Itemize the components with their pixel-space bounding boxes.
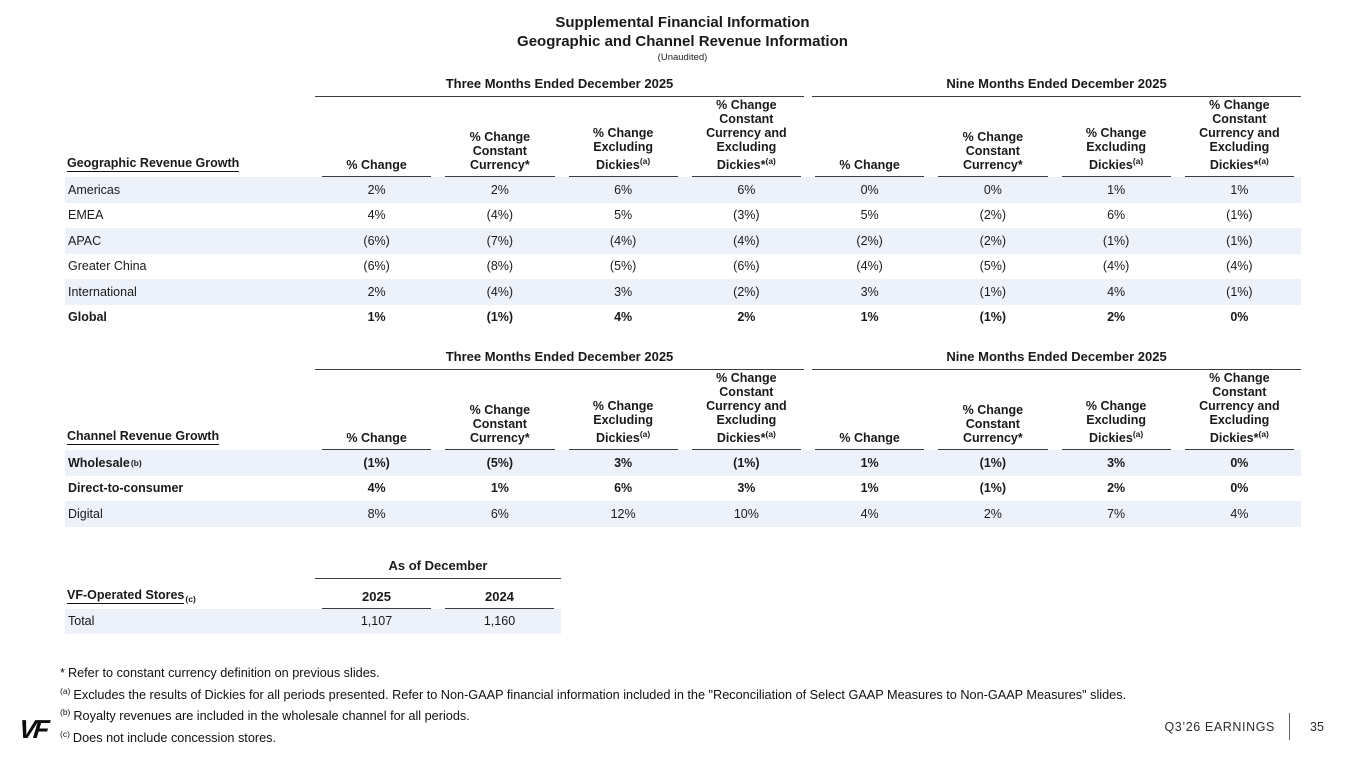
- geo-table-title: Geographic Revenue Growth: [67, 156, 240, 170]
- col-header-year-2025: 2025: [315, 579, 438, 609]
- cell: 0%: [1230, 455, 1249, 470]
- table-row-wholesale: [65, 450, 1301, 476]
- earnings-label: Q3’26 EARNINGS: [1164, 719, 1275, 734]
- cell: (4%): [1102, 259, 1130, 274]
- col-header-constant-currency: % Change Constant Currency*: [438, 370, 561, 450]
- cell: 0%: [983, 182, 1002, 197]
- cell: 4%: [367, 208, 386, 223]
- cell: 2%: [1107, 481, 1126, 496]
- cell: 3%: [614, 455, 633, 470]
- col-header-cc-excluding-dickies: % Change Constant Currency and Excluding Dickies*$^{(a)}$: [685, 97, 808, 177]
- cell: (4%): [1226, 259, 1253, 274]
- cell: (1%): [1102, 233, 1130, 248]
- table-row-emea: [65, 203, 1301, 229]
- cell: (4%): [609, 233, 637, 248]
- col-header-cc-excluding-dickies: % Change Constant Currency and Excluding Dickies*$^{(a)}$: [1178, 97, 1301, 177]
- slide-header: [0, 13, 1365, 63]
- cell: 7%: [1107, 506, 1126, 521]
- stores-period-header-row: [65, 558, 561, 579]
- col-header-cc-excluding-dickies: % Change Constant Currency and Excluding Dickies*$^{(a)}$: [1178, 370, 1301, 450]
- cell: 6%: [614, 182, 633, 197]
- row-label: EMEA: [68, 208, 104, 223]
- vf-operated-stores-table: [65, 558, 561, 635]
- table-row-digital: [65, 501, 1301, 527]
- cell: (2%): [979, 233, 1007, 248]
- cell: 8%: [367, 506, 386, 521]
- cell: (1%): [486, 310, 514, 325]
- col-header-cc-excluding-dickies: % Change Constant Currency and Excluding Dickies*$^{(a)}$: [685, 370, 808, 450]
- cell: 3%: [1107, 455, 1126, 470]
- col-header-excluding-dickies: % Change Excluding Dickies$^{(a)}$: [1055, 370, 1178, 450]
- slide-subtitle: Geographic and Channel Revenue Information: [517, 33, 848, 50]
- row-label: Digital: [68, 506, 103, 521]
- cell: 4%: [614, 310, 633, 325]
- stores-table-title-cell: VF-Operated Stores (c): [67, 587, 196, 604]
- cell: (1%): [363, 455, 390, 470]
- cell: 4%: [860, 506, 879, 521]
- channel-revenue-table: [65, 349, 1301, 527]
- row-label: Total: [68, 614, 95, 629]
- col-header-excluding-dickies: % Change Excluding Dickies$^{(a)}$: [562, 370, 685, 450]
- cell: 2%: [737, 310, 756, 325]
- col-header-change: % Change: [808, 370, 931, 450]
- cell: (1%): [1226, 284, 1253, 299]
- row-label: Wholesale (b): [68, 455, 142, 470]
- cell: 5%: [860, 208, 879, 223]
- period-header-nine-months: Nine Months Ended December 2025: [812, 349, 1301, 370]
- col-header-constant-currency: % Change Constant Currency*: [931, 97, 1054, 177]
- cell: (1%): [979, 481, 1007, 496]
- geo-period-header-row: [65, 76, 1301, 97]
- cell: (5%): [609, 259, 637, 274]
- row-label: Greater China: [68, 259, 147, 274]
- cell: 2%: [367, 284, 386, 299]
- table-row-americas: [65, 177, 1301, 203]
- cell: 10%: [733, 506, 759, 521]
- cell: 0%: [1230, 310, 1249, 325]
- cell: (1%): [979, 455, 1007, 470]
- geographic-revenue-table: [65, 76, 1301, 330]
- cell: 4%: [1230, 506, 1249, 521]
- table-row-international: [65, 279, 1301, 305]
- cell: 0%: [860, 182, 879, 197]
- table-row-apac: [65, 228, 1301, 254]
- cell: (6%): [733, 259, 760, 274]
- cell: 0%: [1230, 481, 1249, 496]
- cell: (7%): [486, 233, 514, 248]
- period-header-three-months: Three Months Ended December 2025: [315, 349, 804, 370]
- period-header-nine-months: Nine Months Ended December 2025: [812, 76, 1301, 97]
- cell: (1%): [979, 284, 1007, 299]
- cell: 5%: [614, 208, 633, 223]
- table-row-direct-to-consumer: [65, 476, 1301, 502]
- cell: (2%): [979, 208, 1007, 223]
- cell: (2%): [733, 284, 760, 299]
- stores-year-header-row: [65, 579, 561, 609]
- channel-table-title: Channel Revenue Growth: [67, 429, 220, 443]
- top-gradient-bar: [0, 0, 1365, 8]
- col-header-change: % Change: [315, 97, 438, 177]
- cell: (5%): [486, 455, 514, 470]
- col-header-change: % Change: [315, 370, 438, 450]
- geo-column-header-row: [65, 97, 1301, 177]
- row-label: International: [68, 284, 137, 299]
- cell: 1,160: [483, 614, 516, 629]
- footnote-b: $^{(b)}$ Royalty revenues are included in the wholesale channel for all periods.: [60, 707, 470, 724]
- period-header-as-of-december: As of December: [315, 558, 561, 579]
- cell: 2%: [490, 182, 509, 197]
- cell: (1%): [1226, 233, 1253, 248]
- period-header-three-months: Three Months Ended December 2025: [315, 76, 804, 97]
- col-header-change: % Change: [808, 97, 931, 177]
- col-header-excluding-dickies: % Change Excluding Dickies$^{(a)}$: [1055, 97, 1178, 177]
- cell: 4%: [1107, 284, 1126, 299]
- cell: 1,107: [360, 614, 393, 629]
- footnote-c: $^{(c)}$ Does not include concession stores.: [60, 729, 277, 746]
- unaudited-note: (Unaudited): [657, 52, 708, 63]
- cell: (4%): [733, 233, 760, 248]
- cell: 2%: [367, 182, 386, 197]
- cell: (5%): [979, 259, 1007, 274]
- cell: 2%: [983, 506, 1002, 521]
- cell: (4%): [486, 284, 514, 299]
- cell: (1%): [733, 455, 760, 470]
- cell: 6%: [737, 182, 756, 197]
- row-label: Direct-to-consumer: [68, 481, 184, 496]
- cell: 3%: [614, 284, 633, 299]
- channel-table-title-cell: [65, 370, 315, 450]
- cell: 2%: [1107, 310, 1126, 325]
- cell: 1%: [1230, 182, 1249, 197]
- footer-divider: [1289, 713, 1290, 740]
- col-header-constant-currency: % Change Constant Currency*: [438, 97, 561, 177]
- cell: (8%): [486, 259, 514, 274]
- cell: 1%: [490, 481, 509, 496]
- cell: (6%): [363, 259, 390, 274]
- col-header-year-2024: 2024: [438, 579, 561, 609]
- cell: (1%): [979, 310, 1007, 325]
- cell: 3%: [860, 284, 879, 299]
- vf-logo: VF: [17, 714, 48, 744]
- cell: 6%: [490, 506, 509, 521]
- cell: 6%: [614, 481, 633, 496]
- cell: 1%: [367, 310, 386, 325]
- footnote-a: $^{(a)}$ Excludes the results of Dickies for all periods presented. Refer to Non-GAAP financial information included in the "Reconciliation of Select GAAP Measures to Non-GAAP Measures" slides.: [60, 685, 1127, 702]
- table-row-total-stores: [65, 609, 561, 635]
- stores-table-title: VF-Operated Stores: [67, 587, 185, 602]
- cell: 12%: [610, 506, 636, 521]
- cell: 1%: [1107, 182, 1126, 197]
- cell: 1%: [860, 310, 879, 325]
- cell: (2%): [856, 233, 883, 248]
- slide-title: Supplemental Financial Information: [555, 14, 810, 31]
- cell: 4%: [367, 481, 386, 496]
- geo-table-title-cell: [65, 97, 315, 177]
- footnote-star: * Refer to constant currency definition on previous slides.: [60, 666, 380, 680]
- table-row-greater-china: [65, 254, 1301, 280]
- cell: 6%: [1107, 208, 1126, 223]
- row-label: APAC: [68, 233, 102, 248]
- cell: (1%): [1226, 208, 1253, 223]
- col-header-constant-currency: % Change Constant Currency*: [931, 370, 1054, 450]
- channel-column-header-row: [65, 370, 1301, 450]
- row-label: Americas: [68, 182, 121, 197]
- cell: 1%: [860, 481, 879, 496]
- col-header-excluding-dickies: % Change Excluding Dickies$^{(a)}$: [562, 97, 685, 177]
- table-row-global: [65, 305, 1301, 331]
- page-number: 35: [1310, 719, 1324, 734]
- cell: (3%): [733, 208, 760, 223]
- cell: 3%: [737, 481, 756, 496]
- row-label: Global: [68, 310, 107, 325]
- footer: [1164, 713, 1327, 740]
- cell: 1%: [860, 455, 879, 470]
- channel-period-header-row: [65, 349, 1301, 370]
- cell: (4%): [856, 259, 883, 274]
- cell: (6%): [363, 233, 390, 248]
- cell: (4%): [486, 208, 514, 223]
